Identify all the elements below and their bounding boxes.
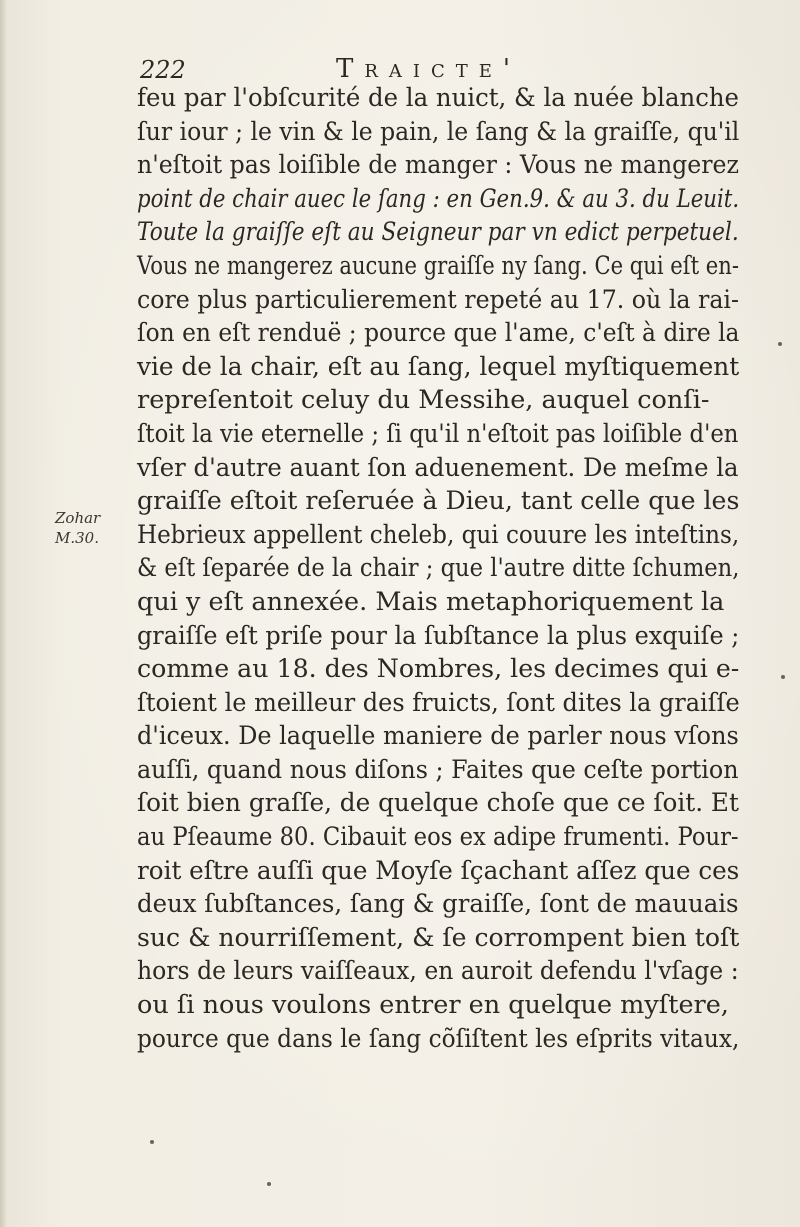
text-line: vſer d'autre auant ſon aduenement. De meſme la — [137, 452, 739, 483]
text-line: comme au 18. des Nombres, les decimes qui e- — [137, 654, 740, 685]
text-line: hors de leurs vaiſſeaux, en auroit defendu l'vſage : — [137, 956, 739, 987]
text-line: feu par l'obſcurité de la nuict, & la nuée blanche — [137, 83, 739, 113]
paper-speck — [778, 342, 782, 346]
text-line: ou ſi nous voulons entrer en quelque myſtere, — [137, 990, 729, 1021]
body-text — [137, 82, 739, 1056]
page-number: 222 — [140, 56, 186, 84]
paper-speck — [150, 1140, 154, 1144]
text-line: auſſi, quand nous diſons ; Faites que ceſte portion — [137, 754, 739, 785]
text-line: ſtoit la vie eternelle ; ſi qu'il n'eſtoit pas loiſible d'en — [137, 418, 739, 449]
paper-speck — [781, 675, 785, 679]
text-line: ſtoient le meilleur des fruicts, ſont dites la graiſſe — [137, 687, 740, 718]
text-line: repreſentoit celuy du Messihe, auquel conſi- — [137, 385, 710, 416]
text-line: suc & nourriſſement, & ſe corrompent bien toſt — [137, 922, 740, 953]
text-line: point de chair auec le ſang : en Gen.9. & au 3. du Leuit. — [137, 183, 740, 214]
text-line: Hebrieux appellent cheleb, qui couure les inteſtins, — [137, 519, 740, 550]
text-line: core plus particulierement repeté au 17. où la rai- — [137, 284, 740, 315]
text-line: pource que dans le ſang cõſiſtent les eſprits vitaux, — [137, 1023, 740, 1054]
text-line: deux ſubſtances, ſang & graiſſe, ſont de mauuais — [137, 889, 739, 920]
margin-note-line: Zohar — [55, 509, 101, 527]
text-line: au Pſeaume 80. Cibauit eos ex adipe frumenti. Pour- — [137, 822, 739, 853]
margin-note-line: M.30. — [55, 529, 99, 547]
text-line: roit eſtre auſſi que Moyſe ſçachant aſſez que ces — [137, 855, 740, 886]
page-edge-shadow — [0, 0, 7, 1227]
text-line: Toute la graiſſe eſt au Seigneur par vn edict perpetuel. — [137, 217, 739, 248]
text-line: ſoit bien graſſe, de quelque choſe que ce ſoit. Et — [137, 788, 739, 819]
text-line: graiſſe eſtoit reſeruée à Dieu, tant celle que les — [137, 486, 740, 517]
text-line: qui y eſt annexée. Mais metaphoriquement la — [137, 586, 725, 617]
text-line: ſur iour ; le vin & le pain, le ſang & la graiſſe, qu'il — [137, 116, 740, 147]
text-line: ſon en eſt renduë ; pource que l'ame, c'eſt à dire la — [137, 318, 740, 349]
margin-note — [55, 508, 100, 548]
text-line: graiſſe eſt priſe pour la ſubſtance la plus exquiſe ; — [137, 620, 740, 651]
text-line: Vous ne mangerez aucune graiſſe ny ſang. Ce qui eſt en- — [137, 250, 739, 281]
running-head: Traicte' — [336, 54, 522, 84]
text-line: n'eſtoit pas loiſible de manger : Vous ne mangerez — [137, 150, 739, 181]
text-line: d'iceux. De laquelle maniere de parler nous vſons — [137, 721, 739, 752]
text-line: & eſt ſeparée de la chair ; que l'autre ditte ſchumen, — [137, 553, 740, 584]
paper-speck — [267, 1182, 271, 1186]
text-line: vie de la chair, eſt au ſang, lequel myſtiquement — [137, 351, 740, 382]
